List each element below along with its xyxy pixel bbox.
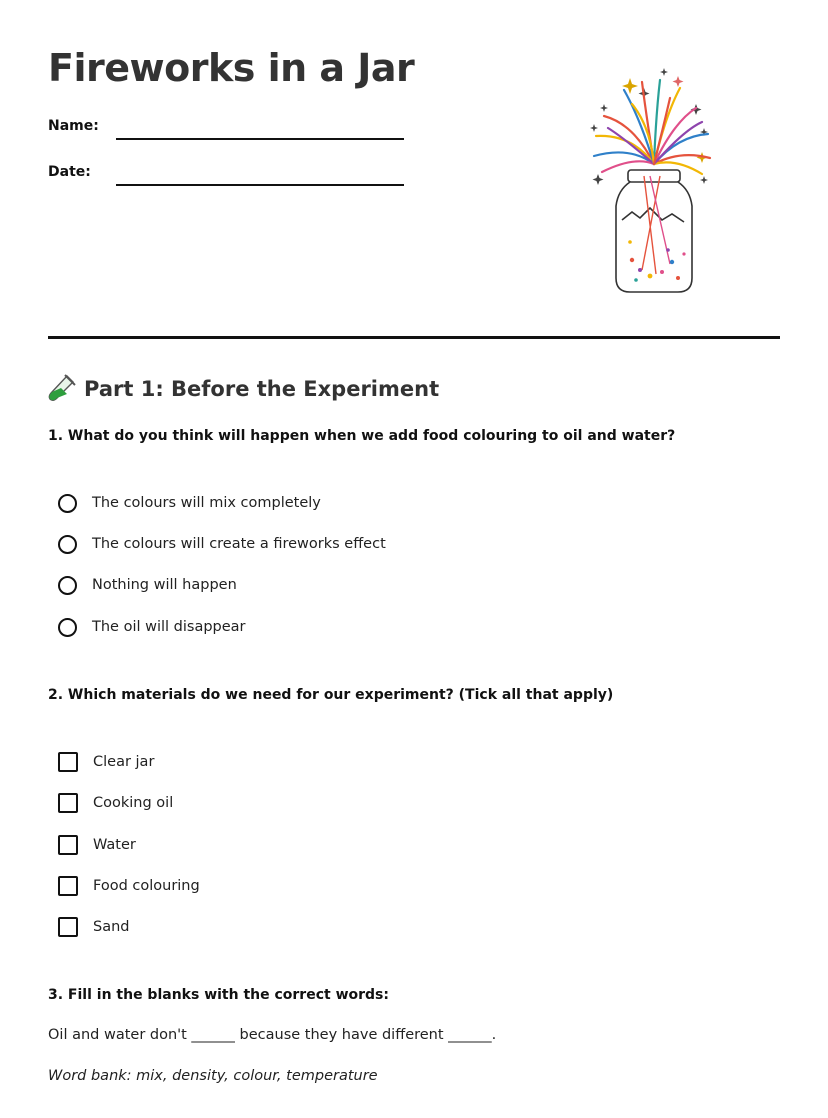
question-2: 2. Which materials do we need for our experiment? (Tick all that apply) [48,687,614,703]
q2-option-label: Food colouring [93,878,200,894]
word-bank: Word bank: mix, density, colour, temperature [48,1068,378,1084]
test-tube-icon [48,374,76,404]
checkbox[interactable] [58,793,78,813]
part1-heading [48,374,439,404]
question-3: 3. Fill in the blanks with the correct words: [48,987,389,1003]
name-label: Name: [48,118,99,134]
q1-option-label: The colours will create a fireworks effect [92,536,386,552]
q2-option-2[interactable] [58,790,173,816]
radio-button[interactable] [58,576,77,595]
worksheet-page [48,0,780,1118]
q1-option-label: Nothing will happen [92,577,237,593]
checkbox[interactable] [58,835,78,855]
section-divider [48,336,780,339]
radio-button[interactable] [58,618,77,637]
checkbox[interactable] [58,917,78,937]
q2-option-5[interactable] [58,914,129,940]
q1-option-2[interactable] [58,531,386,557]
q2-option-3[interactable] [58,832,136,858]
date-field-row [48,156,408,186]
question-1: 1. What do you think will happen when we add food colouring to oil and water? [48,428,676,444]
q1-option-4[interactable] [58,614,246,640]
part1-heading-text: Part 1: Before the Experiment [84,377,440,401]
q2-option-1[interactable] [58,749,154,775]
date-field[interactable] [116,184,404,186]
radio-button[interactable] [58,535,77,554]
q2-option-label: Clear jar [93,754,155,770]
worksheet-title: Fireworks in a Jar [48,46,415,90]
q1-option-3[interactable] [58,572,237,598]
q1-option-1[interactable] [58,490,321,516]
radio-button[interactable] [58,494,77,513]
fill-in-sentence[interactable]: Oil and water don't ______ because they have different ______. [48,1027,497,1043]
name-field[interactable] [116,138,404,140]
q2-option-label: Cooking oil [93,795,174,811]
q1-option-label: The colours will mix completely [92,495,321,511]
name-field-row [48,110,408,140]
q2-option-label: Water [93,837,136,853]
q1-option-label: The oil will disappear [92,619,246,635]
q2-option-label: Sand [93,919,130,935]
date-label: Date: [48,164,91,180]
q2-option-4[interactable] [58,873,200,899]
fireworks-jar-illustration [584,64,724,300]
checkbox[interactable] [58,752,78,772]
checkbox[interactable] [58,876,78,896]
